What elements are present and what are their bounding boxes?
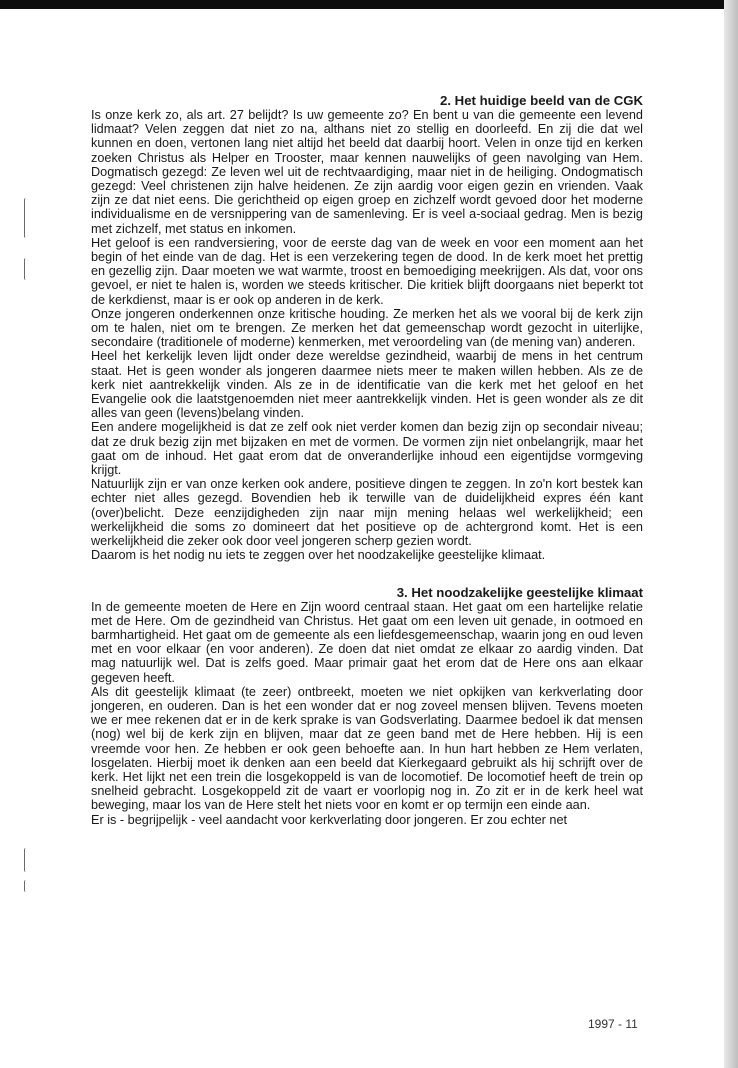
- binder-hole-mark: [24, 258, 31, 280]
- binder-hole-mark: [24, 198, 31, 238]
- binder-hole-mark: [24, 848, 31, 872]
- paragraph: Een andere mogelijkheid is dat ze zelf ook niet verder komen dan bezig zijn op secondair niveau; dat ze druk bezig zijn met bijzaken en met de vormen. De vormen zijn niet onbelangrijk, maar het gaat om de inhoud. Het gaat erom dat de onveranderlijke inhoud een eigentijdse vormgeving krijgt.: [91, 420, 643, 478]
- paragraph: Er is - begrijpelijk - veel aandacht voor kerkverlating door jongeren. Er zou echter net: [91, 812, 568, 827]
- paragraph: Onze jongeren onderkennen onze kritische houding. Ze merken het als we vooral bij de kerk zijn om te halen, niet om te brengen. Ze merken het dat gemeenschap wordt gezocht in uiterlijke, secondaire (traditionele of moderne) kenmerken, met veroordeling van (de mening van) anderen.: [91, 306, 643, 350]
- binder-hole-mark: [24, 880, 31, 892]
- paragraph: Heel het kerkelijk leven lijdt onder deze wereldse gezindheid, waarbij de mens in het centrum staat. Het is geen wonder als jongeren daarmee niets meer te maken willen hebben. Als ze de kerk niet aantrekkelijk vinden. Als ze in de identificatie van die kerk met het geloof en het Evangelie ook die laatstgenoemden niet meer aantrekkelijk vinden. Het is geen wonder als ze dit alles van geen (levens)belang vinden.: [91, 349, 643, 421]
- paragraph: In de gemeente moeten de Here en Zijn woord centraal staan. Het gaat om een hartelijke relatie met de Here. Om de gezindheid van Christus. Het gaat om een leven uit genade, in ootmoed en barmhartigheid. Het gaat om de gemeente als een liefdesgemeenschap, waarin jong en oud leven met en voor elkaar (en voor anderen). Ze doen dat niet omdat ze elkaar zo aardig vinden. Dat mag natuurlijk wel. Dat is zelfs goed. Maar primair gaat het erom dat de Here ons aan elkaar gegeven heeft.: [91, 599, 643, 685]
- section-heading: 2. Het huidige beeld van de CGK: [440, 93, 643, 108]
- paragraph: Is onze kerk zo, als art. 27 belijdt? Is uw gemeente zo? En bent u van die gemeente een levend lidmaat? Velen zeggen dat niet zo na, althans niet zo stellig en doorleefd. En zij die dat wel kunnen en doen, vertonen lang niet altijd het beeld dat daarbij hoort. Velen in onze tijd en kerken zoeken Christus als Helper en Trooster, maar kennen nauwelijks of geen navolging van Hem. Dogmatisch gezegd: Ze leven wel uit de rechtvaardiging, maar niet in de heiliging. Ondogmatisch gezegd: Veel christenen zijn halve heidenen. Ze zijn aardig voor eigen gezin en vrienden. Vaak zijn ze dat niet eens. Die gerichtheid op eigen groep en zichzelf wordt gevoed door het moderne individualisme en de versnippering van de samenleving. Er is veel a-sociaal gedrag. Men is bezig met zichzelf, met status en inkomen.: [91, 108, 643, 236]
- page-content: [91, 93, 643, 827]
- paragraph: Het geloof is een randversiering, voor de eerste dag van de week en voor een moment aan het begin of het einde van de dag. Het is een verzekering tegen de dood. In de kerk moet het prettig en gezellig zijn. Daar moeten we wat warmte, troost en bemoediging meekrijgen. Als dat, voor ons gevoel, er niet te halen is, worden we steeds kritischer. Die kritiek blijft doorgaans niet beperkt tot de kerkdienst, maar is er ook op anderen in de kerk.: [91, 235, 643, 307]
- page-number: 1997 - 11: [588, 1017, 638, 1031]
- scan-right-edge: [724, 0, 738, 1068]
- scan-top-border: [0, 0, 738, 9]
- paragraph: Natuurlijk zijn er van onze kerken ook andere, positieve dingen te zeggen. In zo'n kort bestek kan echter niet alles gezegd. Bovendien heb ik terwille van de duidelijkheid expres één kant (over)belicht. Deze eenzijdigheden zijn naar mijn mening helaas wel werkelijkheid; een werkelijkheid die soms zo domineert dat het positieve op de achtergrond komt. Het is een werkelijkheid die zeker ook door veel jongeren scherp gezien wordt.: [91, 477, 643, 549]
- paragraph: Als dit geestelijk klimaat (te zeer) ontbreekt, moeten we niet opkijken van kerkverlating door jongeren, en ouderen. Dan is het een wonder dat er nog zoveel mensen blijven. Tevens moeten we er mee rekenen dat er in de kerk sprake is van Godsverlating. Daarmee bedoel ik dat mensen (nog) wel bij de kerk zijn en blijven, maar dat ze geen band met de Here hebben. Hij is een vreemde voor hen. Ze hebben er ook geen behoefte aan. In hun hart hebben ze Hem verlaten, losgelaten. Hierbij moet ik denken aan een beeld dat Kierkegaard gebruikt als hij schrijft over de kerk. Het lijkt net een trein die losgekoppeld is van de locomotief. De locomotief heeft de trein op snelheid gebracht. Losgekoppeld zit de vaart er voorlopig nog in. Zo zit er in de kerk heel wat beweging, maar los van de Here stelt het niets voor en komt er op termijn een einde aan.: [91, 684, 643, 813]
- section-heading: 3. Het noodzakelijke geestelijke klimaat: [396, 584, 643, 600]
- paragraph: Daarom is het nodig nu iets te zeggen over het noodzakelijke geestelijke klimaat.: [91, 548, 546, 563]
